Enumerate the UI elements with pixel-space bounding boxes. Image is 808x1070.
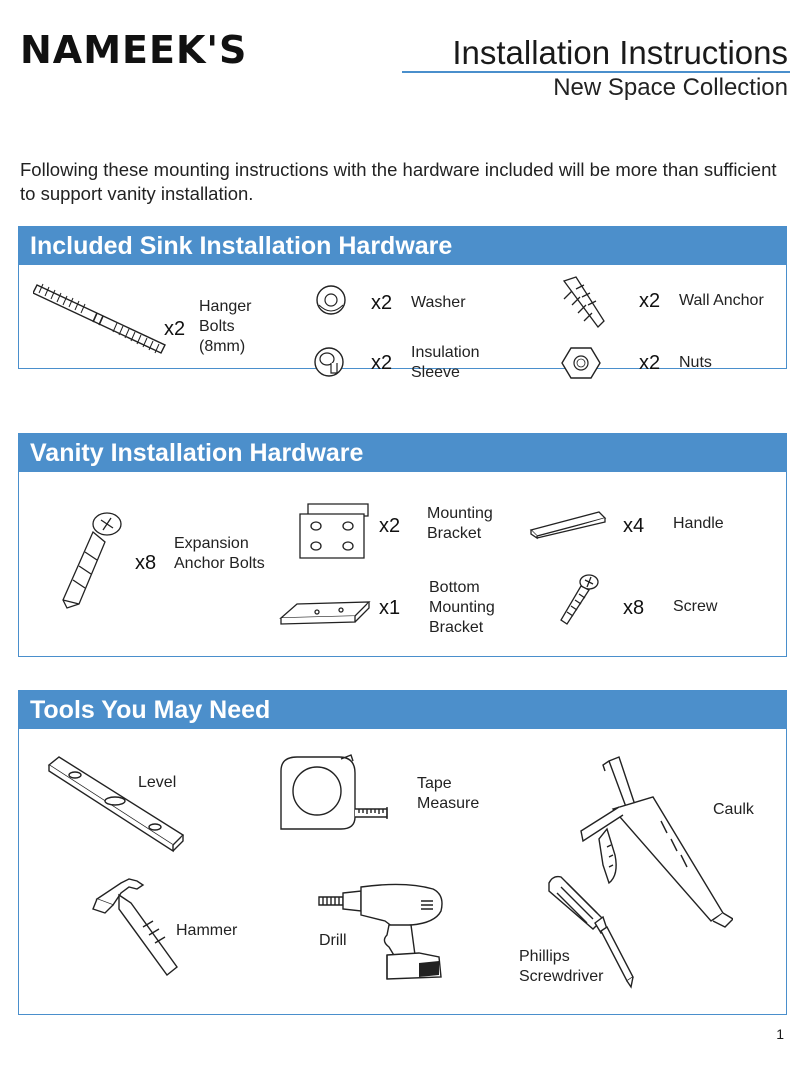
tape-measure-label: Tape Measure bbox=[417, 775, 480, 812]
screw-icon bbox=[555, 572, 601, 628]
washer-qty: x2 bbox=[371, 292, 393, 314]
tools-heading: Tools You May Need bbox=[19, 691, 786, 729]
screw-label: Screw bbox=[673, 598, 718, 615]
wall-anchor-icon bbox=[554, 275, 614, 335]
nut-icon bbox=[561, 345, 601, 381]
wall-anchor-qty: x2 bbox=[639, 290, 661, 312]
level-label: Level bbox=[138, 774, 177, 791]
brand-logo: NAMEEK'S bbox=[20, 28, 248, 72]
intro-paragraph: Following these mounting instructions with the hardware included will be more than sufficient to support vanity installation. bbox=[20, 159, 777, 204]
bottom-bracket-label: Bottom Mounting Bracket bbox=[429, 579, 495, 636]
insulation-sleeve-label: Insulation Sleeve bbox=[411, 344, 480, 381]
handle-qty: x4 bbox=[623, 515, 645, 537]
mounting-bracket-label: Mounting Bracket bbox=[427, 505, 493, 542]
page-number: 1 bbox=[776, 1026, 784, 1042]
document-subtitle: New Space Collection bbox=[553, 74, 788, 101]
bottom-bracket-icon bbox=[277, 594, 377, 634]
mounting-bracket-icon bbox=[294, 500, 374, 562]
sink-hardware-heading: Included Sink Installation Hardware bbox=[19, 227, 786, 265]
nut-qty: x2 bbox=[639, 352, 661, 374]
insulation-sleeve-qty: x2 bbox=[371, 352, 393, 374]
vanity-hardware-section bbox=[18, 433, 787, 657]
hanger-bolt-icon bbox=[33, 279, 173, 359]
hammer-icon bbox=[91, 875, 187, 983]
tape-measure-icon bbox=[275, 751, 393, 835]
nut-label: Nuts bbox=[679, 354, 712, 371]
bottom-bracket-qty: x1 bbox=[379, 597, 401, 619]
mounting-bracket-qty: x2 bbox=[379, 515, 401, 537]
washer-icon bbox=[311, 283, 351, 317]
caulk-label: Caulk bbox=[713, 801, 754, 818]
handle-label: Handle bbox=[673, 515, 724, 532]
hanger-bolt-label: Hanger Bolts (8mm) bbox=[199, 298, 252, 355]
washer-label: Washer bbox=[411, 294, 466, 311]
screwdriver-label: Phillips Screwdriver bbox=[519, 948, 604, 985]
expansion-anchor-qty: x8 bbox=[135, 552, 157, 574]
drill-label: Drill bbox=[319, 932, 347, 949]
wall-anchor-label: Wall Anchor bbox=[679, 292, 764, 309]
hammer-label: Hammer bbox=[176, 922, 238, 939]
tools-section bbox=[18, 690, 787, 1015]
insulation-sleeve-icon bbox=[311, 343, 351, 381]
expansion-anchor-icon bbox=[49, 508, 129, 618]
sink-hardware-section bbox=[18, 226, 787, 381]
hanger-bolt-qty: x2 bbox=[164, 318, 186, 340]
expansion-anchor-label: Expansion Anchor Bolts bbox=[174, 535, 265, 572]
vanity-hardware-heading: Vanity Installation Hardware bbox=[19, 434, 786, 472]
document-title: Installation Instructions bbox=[452, 34, 788, 71]
level-icon bbox=[43, 753, 188, 853]
screw-qty: x8 bbox=[623, 597, 645, 619]
handle-icon bbox=[529, 504, 609, 544]
